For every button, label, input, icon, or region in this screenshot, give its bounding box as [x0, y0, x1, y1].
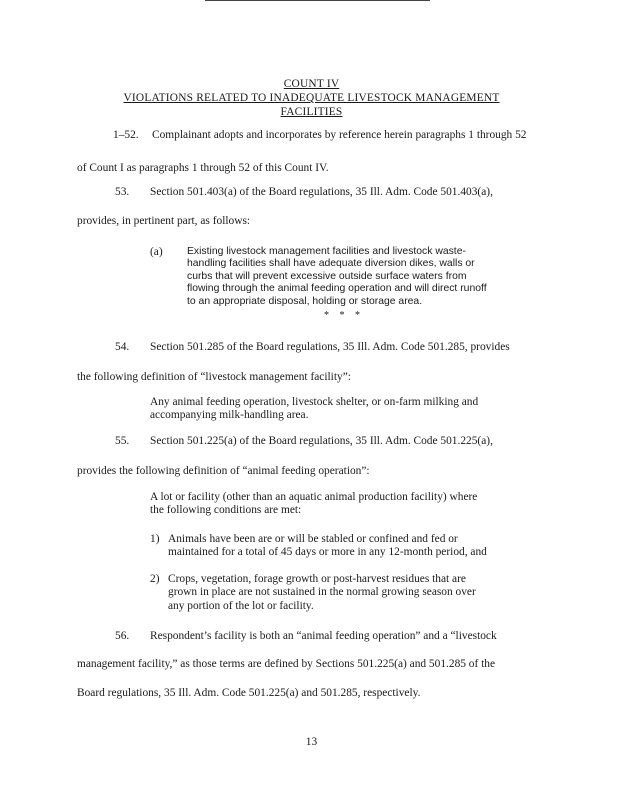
- subsection-label: (a): [150, 246, 163, 258]
- paragraph-text: provides, in pertinent part, as follows:: [77, 215, 251, 227]
- list-item-text: Crops, vegetation, forage growth or post-harvest residues that are grown in place are not sustained in the normal growing season over any portion of the lot or facility.: [168, 573, 476, 612]
- paragraph-text: management facility,” as those terms are defined by Sections 501.225(a) and 501.285 of the: [77, 658, 496, 670]
- paragraph-text: of Count I as paragraphs 1 through 52 of this Count IV.: [77, 162, 329, 174]
- paragraph-text: provides the following definition of “animal feeding operation”:: [77, 465, 370, 477]
- title-line-2: FACILITIES: [280, 106, 343, 118]
- page-number: 13: [305, 736, 318, 748]
- ellipsis-stars: * * *: [324, 310, 364, 321]
- paragraph-number: 1–52.: [113, 129, 139, 141]
- title-line-1: VIOLATIONS RELATED TO INADEQUATE LIVESTOCK MANAGEMENT: [123, 92, 500, 104]
- paragraph-text: Complainant adopts and incorporates by reference herein paragraphs 1 through 52: [152, 129, 527, 141]
- list-item-label: 2): [150, 573, 160, 585]
- paragraph-text: Respondent’s facility is both an “animal feeding operation” and a “livestock: [150, 630, 497, 642]
- top-rule: [205, 0, 430, 1]
- block-quote: Existing livestock management facilities and livestock waste- handling facilities shall have adequate diversion dikes, walls or curbs that will prevent excessive outside surface waters from flowing through the animal feeding operation and will direct runoff to an appropriate disposal, holding or storage area.: [187, 246, 487, 307]
- block-quote: Any animal feeding operation, livestock shelter, or on-farm milking and accompanying milk-handling area.: [150, 396, 479, 422]
- paragraph-text: Board regulations, 35 Ill. Adm. Code 501.225(a) and 501.285, respectively.: [77, 687, 421, 699]
- paragraph-text: Section 501.285 of the Board regulations, 35 Ill. Adm. Code 501.285, provides: [150, 341, 510, 353]
- paragraph-text: Section 501.225(a) of the Board regulations, 35 Ill. Adm. Code 501.225(a),: [150, 435, 493, 447]
- paragraph-number: 54.: [115, 341, 130, 353]
- list-item-label: 1): [150, 533, 160, 545]
- count-heading: COUNT IV: [283, 78, 340, 90]
- paragraph-number: 53.: [115, 186, 130, 198]
- list-item-text: Animals have been are or will be stabled or confined and fed or maintained for a total of 45 days or more in any 12-month period, and: [168, 533, 487, 559]
- paragraph-text: Section 501.403(a) of the Board regulations, 35 Ill. Adm. Code 501.403(a),: [150, 186, 493, 198]
- paragraph-number: 56.: [115, 630, 130, 642]
- paragraph-number: 55.: [115, 435, 130, 447]
- block-quote: A lot or facility (other than an aquatic animal production facility) where the following conditions are met:: [150, 491, 478, 517]
- paragraph-text: the following definition of “livestock management facility”:: [77, 371, 351, 383]
